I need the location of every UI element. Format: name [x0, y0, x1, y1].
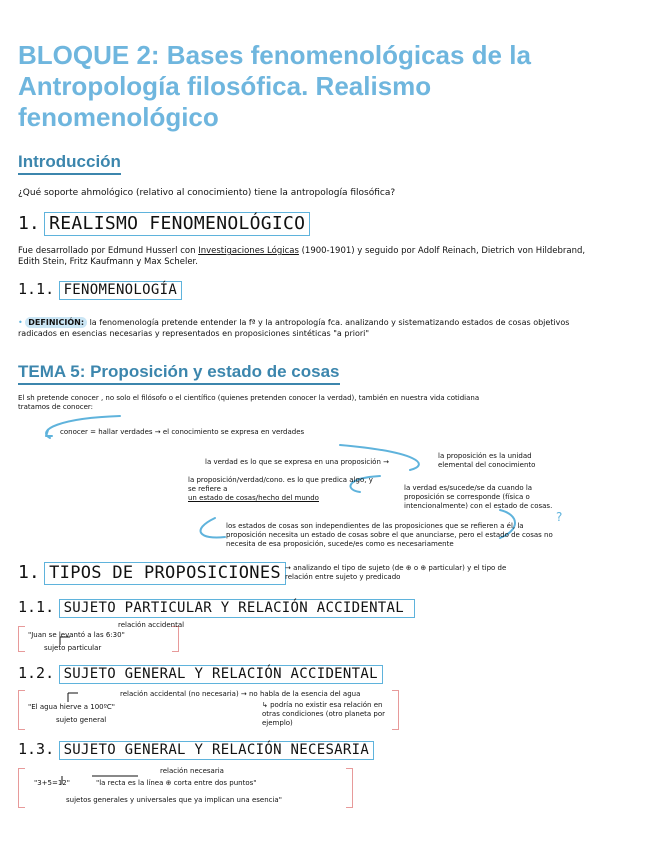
intro-question: ¿Qué soporte ahmológico (relativo al conocimiento) tiene la antropología filosófica?: [18, 188, 396, 198]
page-title: BLOQUE 2: Bases fenomenológicas de la Antropología filosófica. Realismo fenomenológico: [18, 40, 531, 132]
section-1-1-tipos-title: SUJETO PARTICULAR Y RELACIÓN ACCIDENTAL: [59, 599, 415, 618]
section-1-title: REALISMO FENOMENOLÓGICO: [44, 212, 310, 236]
section-1-2-tipos-title: SUJETO GENERAL Y RELACIÓN ACCIDENTAL: [59, 665, 383, 684]
section-1-3-tipos-number: 1.3.: [18, 740, 55, 758]
proposicion-note: la proposición/verdad/cono. es lo que predica algo, y se refiere a un estado de cosas/hecho del mundo: [188, 476, 373, 502]
section-1-2-tipos-heading: [18, 664, 383, 684]
section-1-2-tipos-number: 1.2.: [18, 664, 55, 682]
tema-5-intro: El sh pretende conocer , no solo el filósofo o el científico (quienes pretenden conocer la verdad), también en nuestra vida cotidiana tratamos de conocer:: [18, 394, 480, 411]
section-1-1-tipos-number: 1.1.: [18, 598, 55, 616]
verdad-note: la verdad es lo que se expresa en una proposición →: [205, 458, 389, 466]
section-1-1-tipos-heading: [18, 598, 415, 618]
definition-text-2: radicados en esencias necesarias y representados en proposiciones sintéticas "a priori": [18, 329, 370, 338]
section-tipos-heading: [18, 562, 286, 585]
section-1-number: 1.: [18, 213, 40, 234]
section-tipos-number: 1.: [18, 562, 40, 583]
bracket-left-3: [18, 768, 25, 808]
section-1-3-tipos-heading: [18, 740, 374, 760]
definition-block: • DEFINICIÓN: la fenomenología pretende entender la fª y la antropología fca. analizando y sistematizando estados de cosas objetivos radicados en esencias necesarias y representados en proposiciones sintéticas "a priori": [18, 318, 570, 338]
book-title: Investigaciones Lógicas: [198, 246, 299, 256]
section-1-3-tipos-title: SUJETO GENERAL Y RELACIÓN NECESARIA: [59, 741, 375, 760]
sujeto-general: sujeto general: [56, 716, 107, 724]
definition-label: DEFINICIÓN:: [25, 317, 87, 328]
relacion-accidental-1: relación accidental: [118, 621, 185, 629]
section-1-1-number: 1.1.: [18, 280, 55, 298]
verdad-es-note: la verdad es/sucede/se da cuando la proposición se corresponde (física o intencionalmente) con el estado de cosas.: [404, 484, 553, 510]
example-3a: "3+5=12": [34, 779, 70, 787]
relacion-note-2: ↳ podría no existir esa relación en otras condiciones (otro planeta por ejemplo): [262, 701, 385, 727]
section-1-text: Fue desarrollado por Edmund Husserl con Investigaciones Lógicas (1900-1901) y seguido por Adolf Reinach, Dietrich von Hildebrand, Edith Stein, Fritz Kaufmann y Max Scheler.: [18, 246, 586, 267]
sujetos-generales: sujetos generales y universales que ya implican una esencia": [66, 796, 282, 804]
bracket-left-2: [18, 690, 25, 730]
section-1-1-heading: [18, 280, 182, 300]
example-3b: "la recta es la línea ⊕ corta entre dos puntos": [96, 779, 257, 787]
estados-note: los estados de cosas son independientes de las proposiciones que se refieren a él, la proposición necesita un estado de cosas sobre el que anunciarse, pero el estado de cosas no necesita de esa proposición, sucede/es como es necesariamente: [226, 522, 553, 548]
tema-5-heading: TEMA 5: Proposición y estado de cosas: [18, 362, 340, 385]
bracket-right-3: [346, 768, 353, 808]
unidad-note: la proposición es la unidad elemental del conocimiento: [438, 452, 536, 469]
section-tipos-title: TIPOS DE PROPOSICIONES: [44, 562, 286, 585]
example-2: "El agua hierve a 100ºC": [28, 703, 116, 711]
section-tipos-note: → analizando el tipo de sujeto (de ⊕ o ⊕ particular) y el tipo de relación entre sujeto y predicado: [285, 564, 507, 581]
estado-cosas-underlined: un estado de cosas/hecho del mundo: [188, 494, 319, 502]
relacion-necesaria: relación necesaria: [160, 767, 224, 775]
bracket-left-1: [18, 626, 25, 652]
bracket-right-2: [392, 690, 399, 730]
relacion-accidental-2: relación accidental (no necesaria) → no habla de la esencia del agua: [120, 690, 361, 698]
example-1: "Juan se levantó a las 6:30": [28, 631, 125, 639]
section-1-1-title: FENOMENOLOGÍA: [59, 281, 182, 300]
definition-text: la fenomenología pretende entender la fª y la antropología fca. analizando y sistematizando estados de cosas objetivos: [89, 318, 570, 327]
section-1-heading: [18, 212, 310, 236]
sujeto-particular: sujeto particular: [44, 644, 102, 652]
question-mark: ?: [556, 510, 563, 524]
intro-heading: Introducción: [18, 152, 121, 175]
conocer-note: conocer = hallar verdades → el conocimiento se expresa en verdades: [60, 428, 305, 436]
